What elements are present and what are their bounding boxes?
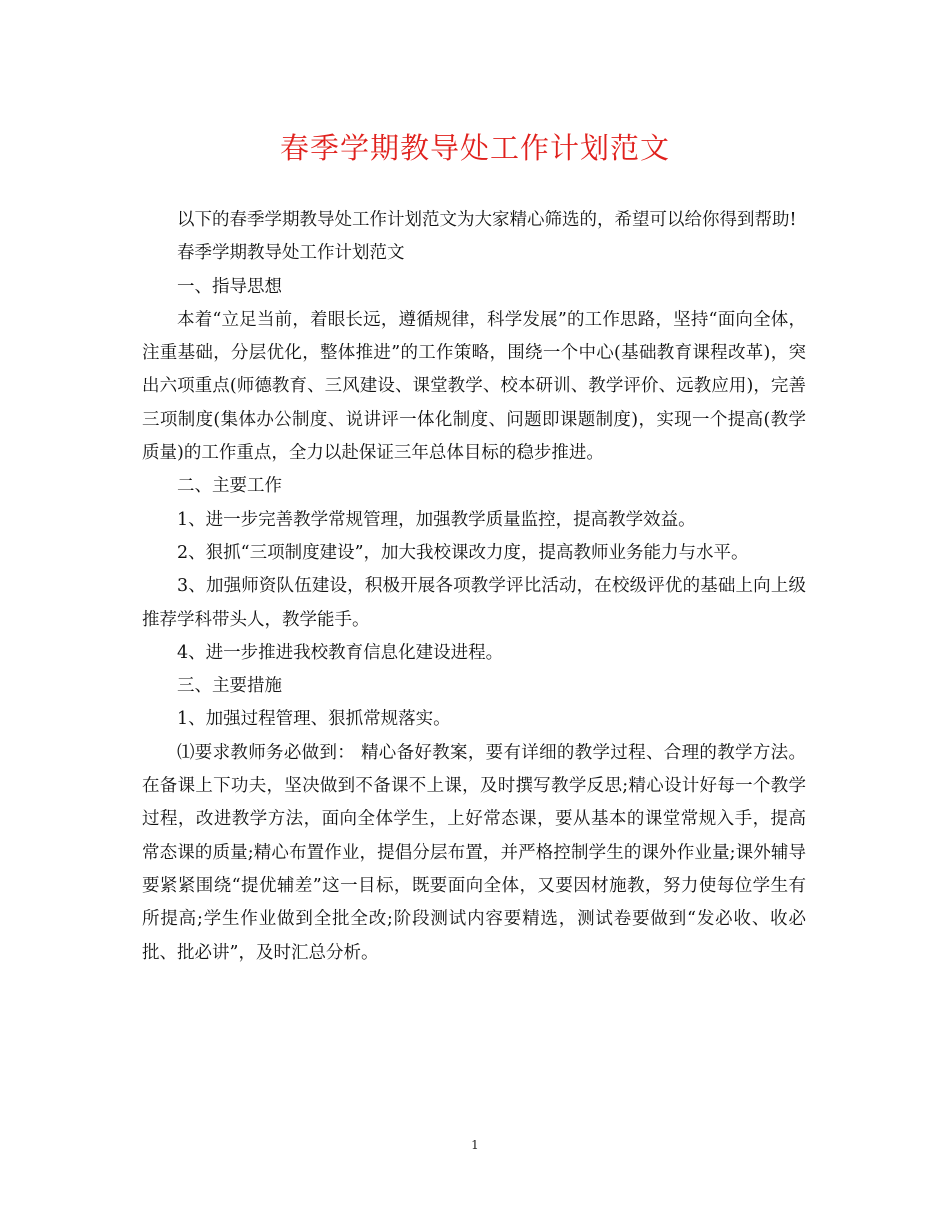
- main-work-item-3: 3、加强师资队伍建设，积极开展各项教学评比活动，在校级评优的基础上向上级推荐学科带头人，教学能手。: [142, 576, 806, 630]
- section-heading-main-work: 二、主要工作: [177, 476, 282, 497]
- main-work-item-1: 1、进一步完善教学常规管理，加强教学质量监控，提高教学效益。: [177, 509, 696, 530]
- section-heading-main-measures: 三、主要措施: [177, 676, 282, 697]
- section-heading-guiding-ideology: 一、指导思想: [177, 276, 282, 297]
- document-body: [142, 204, 806, 970]
- guiding-ideology-paragraph: 本着“立足当前，着眼长远，遵循规律，科学发展”的工作思路，坚持“面向全体，注重基础，分层优化，整体推进”的工作策略，围绕一个中心(基础教育课程改革)，突出六项重点(师德教育、三风建设、课堂教学、校本研训、教学评价、远教应用)，完善三项制度(集体办公制度、说讲评一体化制度、问题即课题制度)，实现一个提高(教学质量)的工作重点，全力以赴保证三年总体目标的稳步推进。: [142, 309, 806, 464]
- document-title: 春季学期教导处工作计划范文: [279, 131, 670, 165]
- intro-paragraph: 以下的春季学期教导处工作计划范文为大家精心筛选的，希望可以给你得到帮助!: [177, 210, 797, 230]
- subtitle-paragraph: 春季学期教导处工作计划范文: [177, 243, 405, 264]
- main-work-item-4: 4、进一步推进我校教育信息化建设进程。: [177, 642, 504, 663]
- page-number: 1: [471, 1138, 479, 1152]
- main-work-item-2: 2、狠抓“三项制度建设”，加大我校课改力度，提高教师业务能力与水平。: [177, 542, 749, 563]
- measures-item-1: 1、加强过程管理、狠抓常规落实。: [177, 709, 451, 730]
- measures-detail-paragraph: ⑴要求教师务必做到： 精心备好教案，要有详细的教学过程、合理的教学方法。在备课上下功夫，坚决做到不备课不上课，及时撰写教学反思;精心设计好每一个教学过程，改进教学方法，面向全体学生，上好常态课，要从基本的课堂常规入手，提高常态课的质量;精心布置作业，提倡分层布置，并严格控制学生的课外作业量;课外辅导要紧紧围绕“提优辅差”这一目标，既要面向全体，又要因材施教，努力使每位学生有所提高;学生作业做到全批全改;阶段测试内容要精选，测试卷要做到“发必收、收必批、批必讲”，及时汇总分析。: [142, 742, 806, 963]
